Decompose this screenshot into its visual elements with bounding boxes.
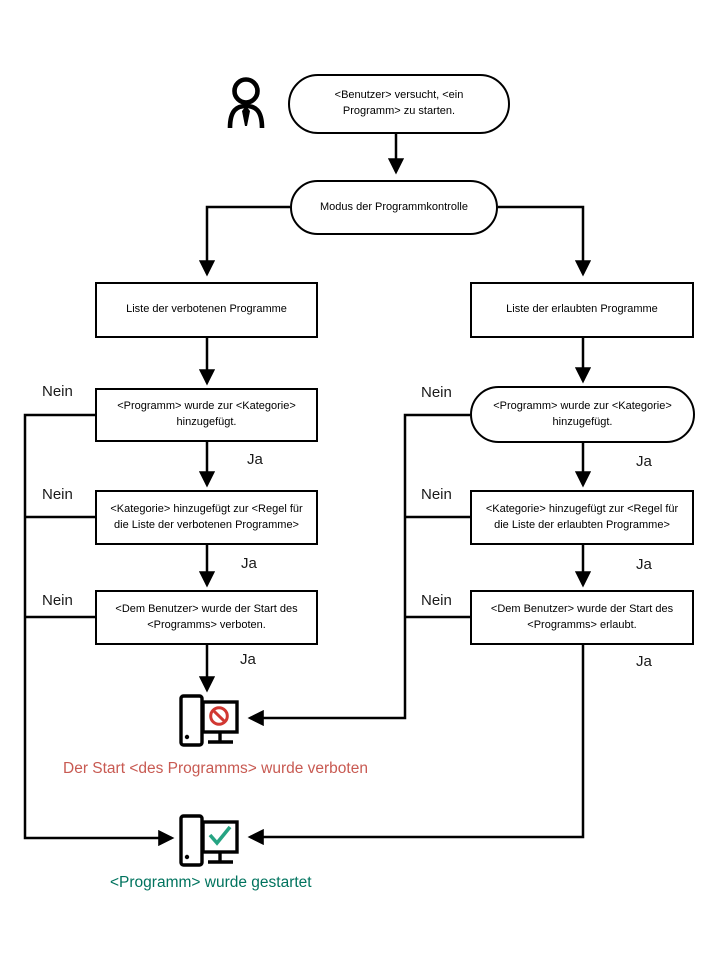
yes-label-left-2: Ja xyxy=(241,555,257,572)
prohibited-sign-icon xyxy=(211,708,228,725)
no-label-left-3: Nein xyxy=(42,592,73,609)
denied-caption: Der Start <des Programms> wurde verboten xyxy=(63,760,368,777)
started-computer-icon xyxy=(181,816,237,865)
allowed-category-added-node: <Programm> wurde zur <Kategorie> hinzugefügt. xyxy=(470,386,695,443)
arrow-mode-to-allowed-list xyxy=(498,207,583,274)
yes-label-right-1: Ja xyxy=(636,453,652,470)
forbidden-result-node: <Dem Benutzer> wurde der Start des <Programms> verboten. xyxy=(95,590,318,645)
no-label-left-2: Nein xyxy=(42,486,73,503)
arrow-mode-to-forbidden-list xyxy=(207,207,290,274)
user-icon xyxy=(230,80,262,129)
allowed-list-node: Liste der erlaubten Programme xyxy=(470,282,694,338)
yes-label-left-3: Ja xyxy=(240,651,256,668)
forbidden-category-added-node: <Programm> wurde zur <Kategorie> hinzugefügt. xyxy=(95,388,318,442)
yes-label-right-2: Ja xyxy=(636,556,652,573)
forbidden-list-node: Liste der verbotenen Programme xyxy=(95,282,318,338)
start-node: <Benutzer> versucht, <ein Programm> zu starten. xyxy=(288,74,510,134)
forbidden-rule-node: <Kategorie> hinzugefügt zur <Regel für die Liste der verbotenen Programme> xyxy=(95,490,318,545)
started-caption: <Programm> wurde gestartet xyxy=(110,874,312,891)
yes-label-right-3: Ja xyxy=(636,653,652,670)
allowed-rule-node: <Kategorie> hinzugefügt zur <Regel für die Liste der erlaubten Programme> xyxy=(470,490,694,545)
allowed-result-node: <Dem Benutzer> wurde der Start des <Programms> erlaubt. xyxy=(470,590,694,645)
no-label-left-1: Nein xyxy=(42,383,73,400)
check-icon xyxy=(210,827,230,843)
no-label-right-3: Nein xyxy=(421,592,452,609)
yes-label-left-1: Ja xyxy=(247,451,263,468)
ja-rail-allowed-to-started xyxy=(250,645,583,837)
blocked-computer-icon xyxy=(181,696,237,745)
no-label-right-2: Nein xyxy=(421,486,452,503)
nein-rail-right xyxy=(250,415,470,718)
mode-node: Modus der Programmkontrolle xyxy=(290,180,498,235)
no-label-right-1: Nein xyxy=(421,384,452,401)
